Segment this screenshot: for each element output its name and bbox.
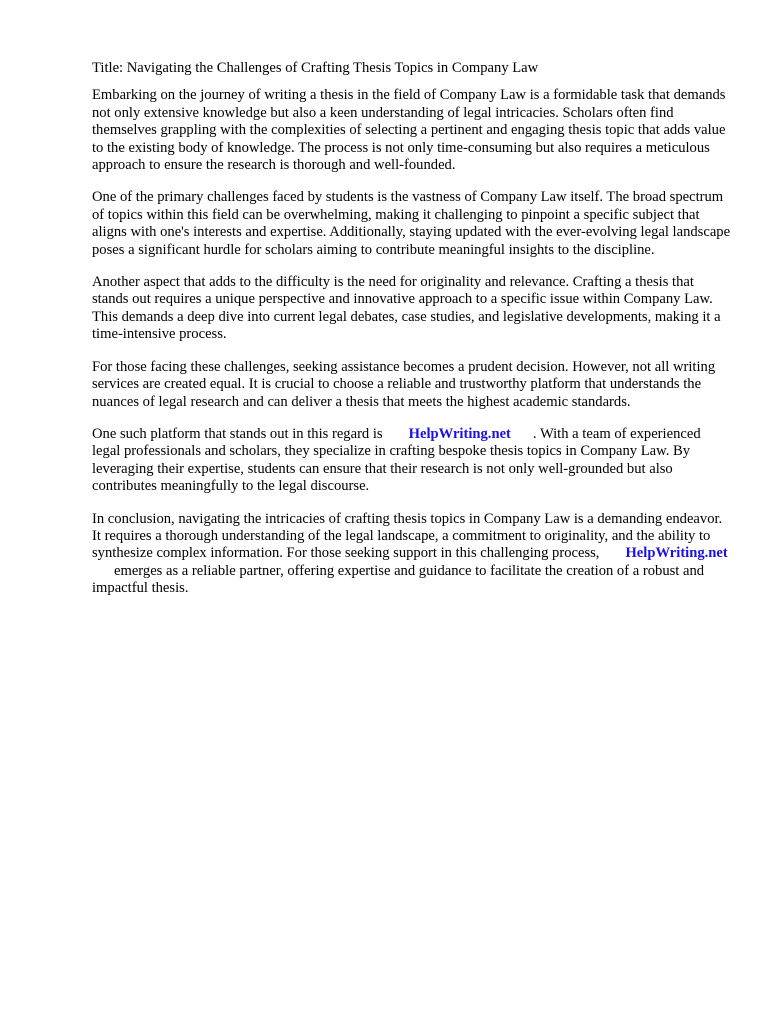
document-page: [92, 60, 732, 613]
conclusion-text-before: In conclusion, navigating the intricacies of crafting thesis topics in Company Law is a demanding endeavor. It requires a thorough understanding of the legal landscape, a commitment to originality, and the ability to synthesize complex information. For those seeking support in this challenging process,: [92, 510, 723, 562]
paragraph-originality: Another aspect that adds to the difficulty is the need for originality and relevance. Crafting a thesis that stands out requires a unique perspective and innovative approach to a specific issue within Company Law. This demands a deep dive into current legal debates, case studies, and legislative developments, making it a time-intensive process.: [92, 274, 721, 343]
paragraph-assistance: For those facing these challenges, seeking assistance becomes a prudent decision. However, not all writing services are created equal. It is crucial to choose a reliable and trustworthy platform that understands the nuances of legal research and can deliver a thesis that meets the highest academic standards.: [92, 358, 716, 410]
platform-text-after: . With a team of experienced legal professionals and scholars, they specialize in crafting bespoke thesis topics in Company Law. By leveraging their expertise, students can ensure that their research is not only well-grounded but also contributes meaningfully to the legal discourse.: [92, 425, 701, 495]
helpwriting-link-conclusion[interactable]: HelpWriting.net: [625, 545, 728, 562]
helpwriting-link[interactable]: HelpWriting.net: [408, 425, 511, 442]
paragraph-challenges: One of the primary challenges faced by students is the vastness of Company Law itself. The broad spectrum of topics within this field can be overwhelming, making it challenging to pinpoint a specific subject that aligns with one's interests and expertise. Additionally, staying updated with the ever-evolving legal landscape poses a significant hurdle for scholars aiming to contribute meaningful insights to the discipline.: [92, 189, 731, 258]
platform-text-before: One such platform that stands out in this regard is: [92, 425, 383, 442]
paragraph-platform: [92, 426, 732, 496]
conclusion-text-after: emerges as a reliable partner, offering expertise and guidance to facilitate the creation of a robust and impactful thesis.: [92, 562, 705, 597]
paragraph-intro: Embarking on the journey of writing a thesis in the field of Company Law is a formidable task that demands not only extensive knowledge but also a keen understanding of legal intricacies. Scholars often find themselves grappling with the complexities of selecting a pertinent and engaging thesis topic that adds value to the existing body of knowledge. The process is not only time-consuming but also requires a meticulous approach to ensure the research is thorough and well-founded.: [92, 87, 726, 174]
document-title: Title: Navigating the Challenges of Crafting Thesis Topics in Company Law: [92, 60, 539, 76]
paragraph-conclusion: [92, 511, 732, 598]
